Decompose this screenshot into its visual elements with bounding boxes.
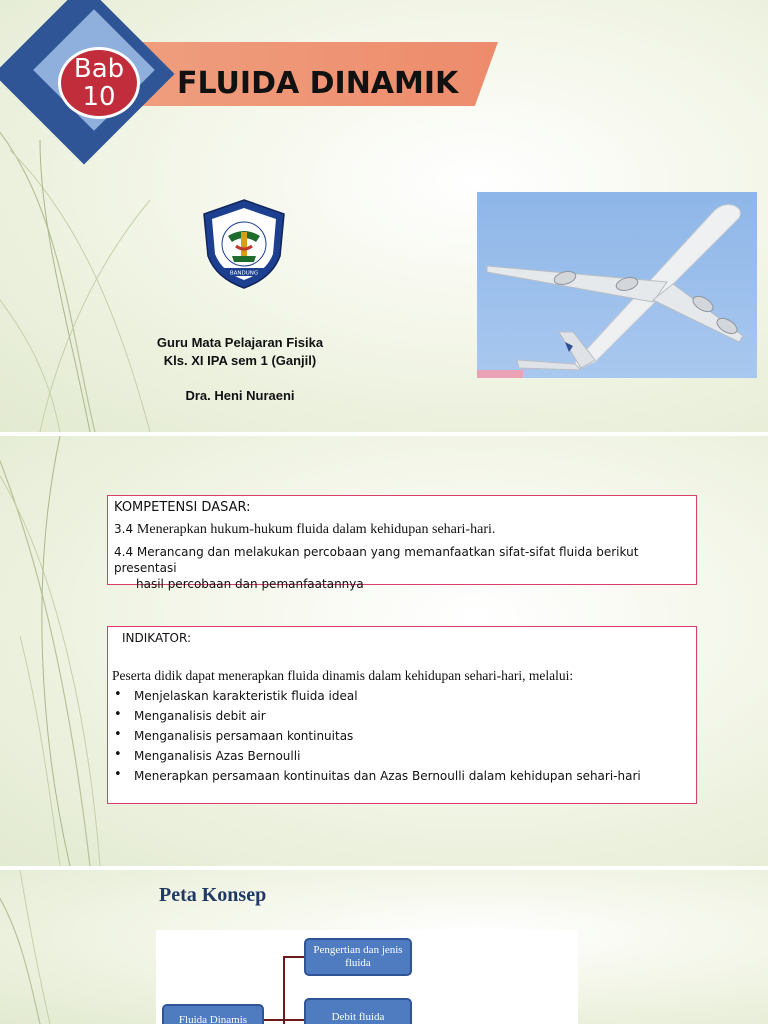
kompetensi-item-1 xyxy=(114,521,690,538)
slide-concept-map xyxy=(0,870,768,1024)
school-emblem-icon xyxy=(198,198,290,290)
chapter-badge xyxy=(58,47,140,119)
chapter-label: Bab xyxy=(73,54,125,84)
kompetensi-item-1-number: 3.4 xyxy=(114,522,134,536)
kompetensi-item-2-line2: hasil percobaan dan pemanfaatannya xyxy=(136,577,364,591)
node-pengertian-fluida: Pengertian dan jenis fluida xyxy=(304,938,412,976)
indikator-title: INDIKATOR: xyxy=(122,631,192,645)
subject-line: Guru Mata Pelajaran Fisika xyxy=(156,335,324,350)
node-fluida-dinamis: Fluida Dinamis xyxy=(162,1004,264,1024)
page-title: FLUIDA DINAMIK xyxy=(177,66,459,101)
kompetensi-dasar-box xyxy=(107,495,697,591)
connector-vertical xyxy=(283,956,285,1024)
indikator-intro: Peserta didik dapat menerapkan fluida dinamis dalam kehidupan sehari-hari, melalui: xyxy=(112,668,574,683)
chapter-number: 10 xyxy=(82,82,116,112)
concept-map xyxy=(156,930,578,1024)
slide-competencies xyxy=(0,436,768,866)
kompetensi-item-1-text: Menerapkan hukum-hukum fluida dalam kehidupan sehari-hari. xyxy=(136,522,496,537)
list-item: • Menerapkan persamaan kontinuitas dan Azas Bernoulli dalam kehidupan sehari-hari xyxy=(114,768,690,784)
airplane-photo xyxy=(477,192,757,378)
list-item: • Menjelaskan karakteristik fluida ideal xyxy=(114,688,690,704)
list-item: • Menganalisis debit air xyxy=(114,708,690,724)
kompetensi-item-2-line1: 4.4 Merancang dan melakukan percobaan yang memanfaatkan sifat-sifat fluida berikut presentasi xyxy=(114,545,639,575)
class-line: Kls. XI IPA sem 1 (Ganjil) xyxy=(163,353,317,368)
teacher-name: Dra. Heni Nuraeni xyxy=(185,388,295,403)
indikator-list xyxy=(114,688,690,784)
node-debit-fluida: Debit fluida xyxy=(304,998,412,1024)
list-item: • Menganalisis persamaan kontinuitas xyxy=(114,728,690,744)
kompetensi-item-2 xyxy=(114,544,690,592)
teacher-info xyxy=(120,334,360,405)
list-item: • Menganalisis Azas Bernoulli xyxy=(114,748,690,764)
logo-city-text: BANDUNG xyxy=(229,270,259,277)
indikator-box xyxy=(107,626,697,804)
slide-title xyxy=(0,0,768,432)
kompetensi-title: KOMPETENSI DASAR: xyxy=(114,500,251,515)
concept-map-title: Peta Konsep xyxy=(159,884,267,906)
connector-to-node-1 xyxy=(283,956,304,958)
connector-to-node-2 xyxy=(264,1019,304,1021)
